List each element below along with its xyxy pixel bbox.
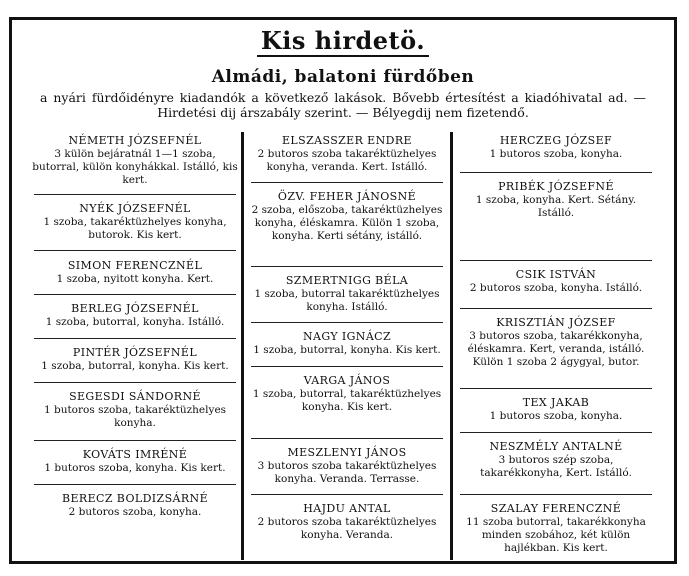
ads-column-1 xyxy=(30,132,240,560)
newspaper-ad-page xyxy=(9,17,677,564)
ads-columns xyxy=(30,132,656,560)
ad-separator xyxy=(251,366,443,367)
ad-separator xyxy=(34,338,236,339)
ad-separator xyxy=(251,266,443,267)
ads-column-2 xyxy=(247,132,447,560)
ad-entry: KOVÁTS IMRÉNÉ 1 butoros szoba, konyha. Kis kert. xyxy=(44,448,226,474)
ad-separator xyxy=(34,294,236,295)
ad-separator xyxy=(460,172,652,173)
ad-separator xyxy=(460,308,652,309)
ad-entry: VARGA JÁNOS 1 szoba, butorral, takaréktüzhelyes konyha. Kis kert. xyxy=(252,374,442,413)
intro-paragraph: a nyári fürdőidényre kiadandók a következő lakások. Bővebb értesítést a kiadóhivatal ad. — Hirdetési dij árszabály szerint. — Bélyegdij nem fizetendő. xyxy=(40,90,646,120)
ad-separator xyxy=(460,388,652,389)
ads-column-3 xyxy=(456,132,656,560)
ad-separator xyxy=(34,250,236,251)
ad-entry: ELSZASSZER ENDRE 2 butoros szoba takaréktüzhelyes konyha, veranda. Kert. Istálló. xyxy=(257,134,437,173)
ad-separator xyxy=(34,382,236,383)
ad-separator xyxy=(460,494,652,495)
ad-separator xyxy=(251,494,443,495)
ad-separator xyxy=(251,182,443,183)
ad-entry: SZMERTNIGG BÉLA 1 szoba, butorral takaréktüzhelyes konyha. Istálló. xyxy=(254,274,440,313)
ad-entry: ÖZV. FEHER JÁNOSNÉ 2 szoba, előszoba, takaréktüzhelyes konyha, éléskamra. Külön 1 szoba, konyha. Kerti sétány, istálló. xyxy=(251,190,443,242)
ad-entry: TEX JAKAB 1 butoros szoba, konyha. xyxy=(489,396,623,422)
ad-entry: KRISZTIÁN JÓZSEF 3 butoros szoba, takarékkonyha, éléskamra. Kert, veranda, istálló. Külön 1 szoba 2 ágygyal, butor. xyxy=(467,316,645,368)
ad-separator xyxy=(34,484,236,485)
column-divider xyxy=(241,132,244,560)
page-title: Kis hirdetö. xyxy=(12,26,674,55)
ad-separator xyxy=(251,438,443,439)
ad-separator xyxy=(460,260,652,261)
page-subtitle: Almádi, balatoni fürdőben xyxy=(211,67,475,87)
ad-separator xyxy=(34,440,236,441)
ad-entry: CSIK ISTVÁN 2 butoros szoba, konyha. Istálló. xyxy=(469,268,643,294)
ad-entry: SEGESDI SÁNDORNÉ 1 butoros szoba, takaréktüzhelyes konyha. xyxy=(43,390,227,429)
ad-entry: HAJDU ANTAL 2 butoros szoba takaréktüzhelyes konyha. Veranda. xyxy=(257,502,437,541)
ad-entry: SIMON FERENCZNÉL 1 szoba, nyitott konyha. Kert. xyxy=(56,259,214,285)
ad-entry: HERCZEG JÓZSEF 1 butoros szoba, konyha. xyxy=(489,134,623,160)
ad-entry: PINTÉR JÓZSEFNÉL 1 szoba, butorral, konyha. Kis kert. xyxy=(41,346,229,372)
ad-separator xyxy=(460,432,652,433)
ad-entry: NESZMÉLY ANTALNÉ 3 butoros szép szoba, takarékkonyha, Kert. Istálló. xyxy=(480,440,632,479)
ad-entry: NÉMETH JÓZSEFNÉL 3 külön bejáratnál 1—1 szoba, butorral, külön konyhákkal. Istálló, kis kert. xyxy=(32,134,238,186)
ad-entry: BERECZ BOLDIZSÁRNÉ 2 butoros szoba, konyha. xyxy=(61,492,209,518)
ad-entry: MESZLENYI JÁNOS 3 butoros szoba takaréktüzhelyes konyha. Veranda. Terrasse. xyxy=(257,446,437,485)
ad-entry: NAGY IGNÁCZ 1 szoba, butorral, konyha. Kis kert. xyxy=(253,330,441,356)
ad-separator xyxy=(34,194,236,195)
ad-separator xyxy=(251,322,443,323)
column-divider xyxy=(450,132,453,560)
ad-entry: PRIBÉK JÓZSEFNÉ 1 szoba, konyha. Kert. Sétány. Istálló. xyxy=(475,180,637,219)
ad-entry: SZALAY FERENCZNÉ 11 szoba butorral, takarékkonyha minden szobához, két külön hajlékban. Kis kert. xyxy=(466,502,646,554)
ad-entry: BERLEG JÓZSEFNÉL 1 szoba, butorral, konyha. Istálló. xyxy=(45,302,225,328)
ad-entry: NYÉK JÓZSEFNÉL 1 szoba, takaréktüzhelyes konyha, butorok. Kis kert. xyxy=(43,202,227,241)
